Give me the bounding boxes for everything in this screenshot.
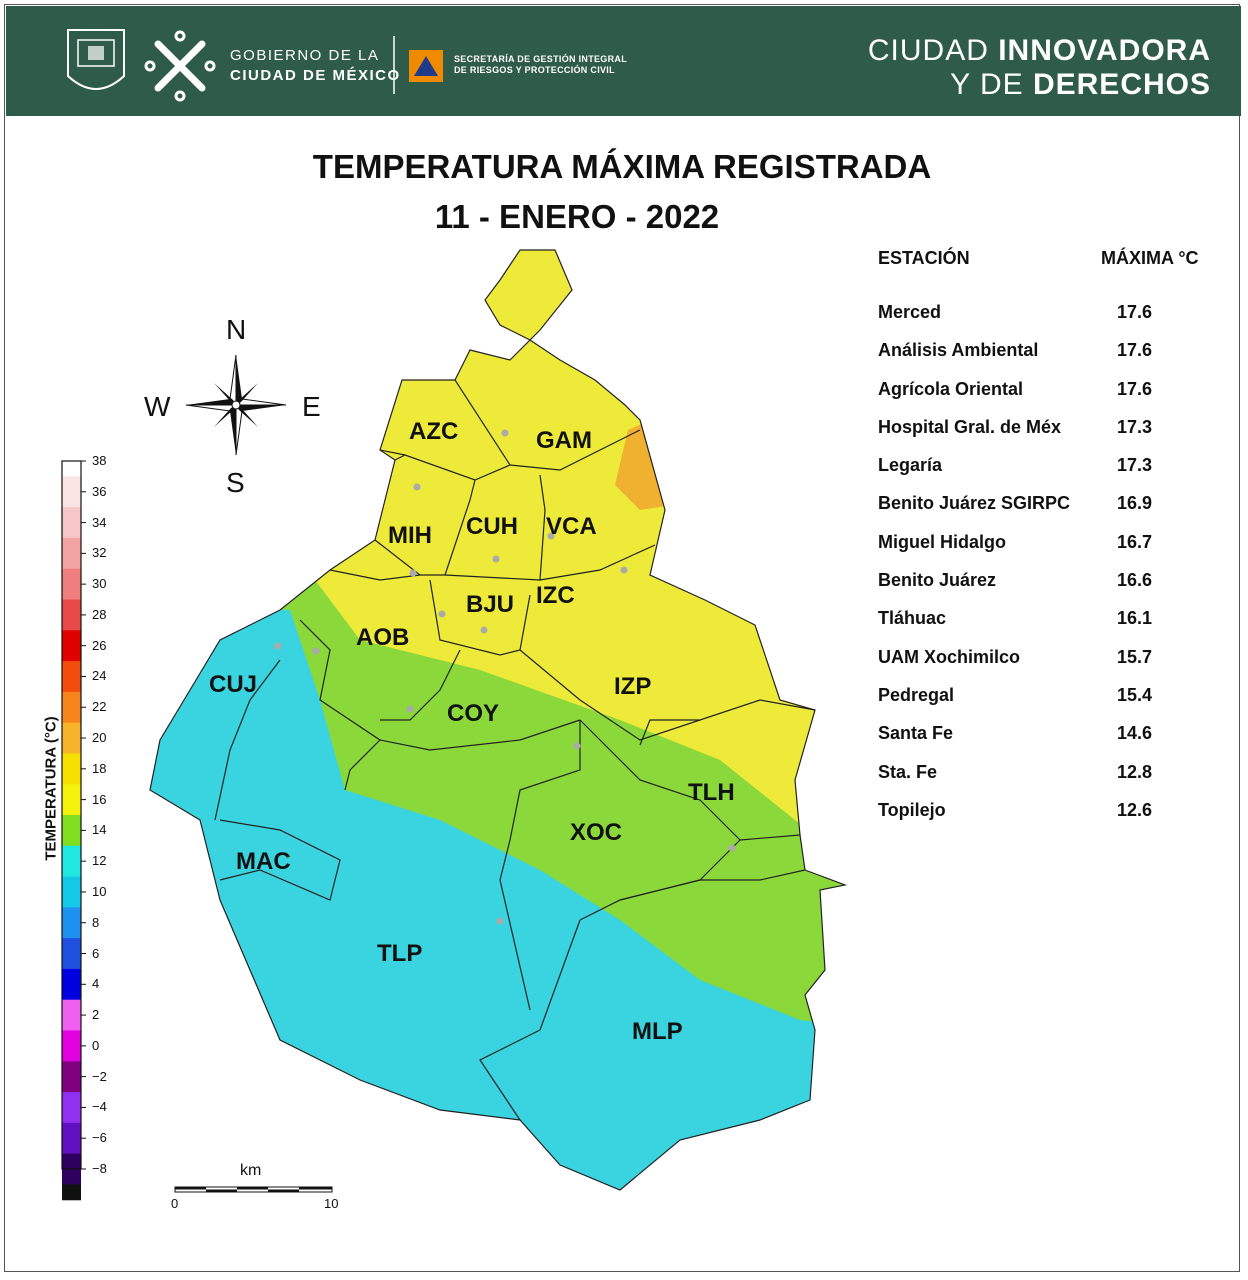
colorbar-tick-label: 8: [92, 914, 100, 930]
district-label-mih: MIH: [388, 522, 432, 549]
table-row: [878, 493, 1218, 531]
colorbar-segment: [62, 1092, 81, 1123]
colorbar-tick-label: 22: [92, 699, 107, 715]
colorbar-tick-label: 34: [92, 514, 107, 530]
colorbar-segment: [62, 784, 81, 815]
compass-east: E: [302, 391, 321, 422]
colorbar-segment: [62, 723, 81, 754]
colorbar-segment: [62, 938, 81, 969]
table-row: [878, 647, 1218, 685]
station-name: Topilejo: [878, 799, 946, 820]
table-row: [878, 340, 1218, 378]
colorbar-segment: [62, 692, 81, 723]
colorbar-tick-label: 0: [92, 1037, 100, 1053]
district-label-azc: AZC: [409, 418, 459, 445]
station-max: 16.6: [1117, 570, 1153, 591]
colorbar-segment: [62, 907, 81, 938]
colorbar-tick-label: 28: [92, 606, 107, 622]
district-label-cuh: CUH: [466, 513, 518, 540]
colorbar-segment: [62, 476, 81, 507]
station-max: 14.6: [1117, 723, 1153, 744]
temperature-zones: [100, 230, 900, 1230]
colorbar-tick-label: 26: [92, 637, 107, 653]
colorbar-tick-label: 18: [92, 760, 107, 776]
colorbar-segment: [62, 630, 81, 661]
map-title: TEMPERATURA MÁXIMA REGISTRADA: [312, 148, 932, 185]
colorbar-tick-label: 2: [92, 1007, 100, 1023]
colorbar-segment: [62, 969, 81, 1000]
colorbar-tick-label: 36: [92, 483, 107, 499]
compass-rose-icon: [186, 355, 286, 455]
table-row: [878, 302, 1218, 340]
colorbar-tick-label: −6: [92, 1130, 107, 1146]
colorbar-tick-label: 30: [92, 576, 107, 592]
station-name: Santa Fe: [878, 723, 954, 744]
station-name: Merced: [878, 302, 942, 322]
scale-end: 10: [324, 1196, 339, 1211]
table-row: [878, 685, 1218, 723]
colorbar-tick-label: 32: [92, 545, 107, 561]
colorbar-segment: [62, 1000, 81, 1031]
station-max: 15.4: [1117, 684, 1153, 705]
col-max-header: MÁXIMA °C: [1101, 248, 1199, 268]
government-name: GOBIERNO DE LA CIUDAD DE MÉXICO: [230, 47, 401, 84]
colorbar-tick-label: 14: [92, 822, 107, 838]
compass-south: S: [226, 467, 245, 498]
station-name: Hospital Gral. de Méx: [878, 416, 1062, 437]
station-name: Sta. Fe: [878, 761, 938, 782]
colorbar-segment: [62, 1123, 81, 1154]
colorbar-tick-label: 12: [92, 853, 107, 869]
colorbar-tick-label: −8: [92, 1161, 107, 1176]
colorbar-segment: [62, 846, 81, 877]
colorbar-tick-label: 10: [92, 883, 107, 899]
station-max: 12.6: [1117, 799, 1153, 820]
district-label-xoc: XOC: [570, 819, 623, 846]
colorbar: [62, 461, 86, 1200]
district-label-cuj: CUJ: [209, 671, 258, 698]
district-label-aob: AOB: [356, 624, 410, 651]
district-label-tlp: TLP: [377, 940, 423, 967]
compass-west: W: [144, 391, 171, 422]
station-name: Agrícola Oriental: [878, 378, 1024, 399]
slogan: CIUDAD INNOVADORA Y DE DERECHOS: [867, 34, 1211, 101]
colorbar-segment: [62, 569, 81, 600]
station-max: 15.7: [1117, 646, 1153, 667]
district-label-coy: COY: [447, 700, 500, 727]
station-name: UAM Xochimilco: [878, 646, 1021, 667]
district-label-izp: IZP: [614, 673, 652, 700]
table-row: [878, 608, 1218, 646]
station-max: 17.3: [1117, 416, 1153, 437]
table-row: [878, 723, 1218, 761]
station-max: 17.6: [1117, 378, 1153, 399]
station-max: 12.8: [1117, 761, 1153, 782]
scale-start: 0: [171, 1196, 179, 1211]
station-max: 16.7: [1117, 531, 1153, 552]
table-row: [878, 417, 1218, 455]
station-max: 17.6: [1117, 340, 1153, 361]
district-label-gam: GAM: [536, 427, 592, 454]
colorbar-segment: [62, 753, 81, 784]
colorbar-segment: [62, 661, 81, 692]
colorbar-segment: [62, 1184, 81, 1200]
colorbar-segment: [62, 877, 81, 908]
colorbar-segment: [62, 538, 81, 569]
colorbar-segment: [62, 815, 81, 846]
colorbar-tick-label: 20: [92, 730, 107, 746]
scale-unit: km: [240, 1162, 262, 1179]
table-row: [878, 800, 1218, 838]
district-label-bju: BJU: [466, 591, 515, 618]
district-label-mlp: MLP: [632, 1018, 683, 1045]
station-name: Miguel Hidalgo: [878, 531, 1006, 552]
district-label-mac: MAC: [236, 848, 291, 875]
district-label-tlh: TLH: [688, 779, 735, 806]
col-station-header: ESTACIÓN: [878, 248, 970, 268]
colorbar-tick-label: 4: [92, 976, 100, 992]
secretaria-name: SECRETARÍA DE GESTIÓN INTEGRAL DE RIESGOS Y PROTECCIÓN CIVIL: [454, 54, 628, 75]
table-row: [878, 379, 1218, 417]
station-max: 17.3: [1117, 455, 1153, 476]
colorbar-segment: [62, 1030, 81, 1061]
colorbar-tick-label: 24: [92, 668, 107, 684]
station-max: 17.6: [1117, 302, 1153, 322]
colorbar-tick-label: 38: [92, 453, 107, 468]
colorbar-tick-label: −4: [92, 1099, 107, 1115]
colorbar-segment: [62, 600, 81, 631]
station-table: [878, 248, 1218, 838]
compass-north: N: [226, 314, 247, 345]
table-row: [878, 762, 1218, 800]
table-row: [878, 532, 1218, 570]
colorbar-segment: [62, 507, 81, 538]
colorbar-segment: [62, 461, 81, 477]
map-date: 11 - ENERO - 2022: [434, 198, 720, 235]
table-header: [878, 248, 1218, 302]
station-name: Benito Juárez: [878, 570, 997, 591]
colorbar-title: TEMPERATURA (°C): [42, 716, 60, 861]
district-label-izc: IZC: [536, 582, 575, 609]
colorbar-tick-label: −2: [92, 1068, 107, 1084]
table-row: [878, 570, 1218, 608]
station-name: Análisis Ambiental: [878, 340, 1039, 361]
station-name: Tláhuac: [878, 608, 947, 629]
scale-bar: [175, 1187, 332, 1192]
colorbar-tick-label: 16: [92, 791, 107, 807]
district-label-vca: VCA: [546, 513, 597, 540]
station-name: Benito Juárez SGIRPC: [878, 493, 1071, 514]
station-max: 16.1: [1117, 608, 1153, 629]
colorbar-tick-label: 6: [92, 945, 100, 961]
station-name: Pedregal: [878, 684, 955, 705]
station-name: Legaría: [878, 455, 943, 476]
station-max: 16.9: [1117, 493, 1153, 514]
colorbar-segment: [62, 1061, 81, 1092]
table-row: [878, 455, 1218, 493]
